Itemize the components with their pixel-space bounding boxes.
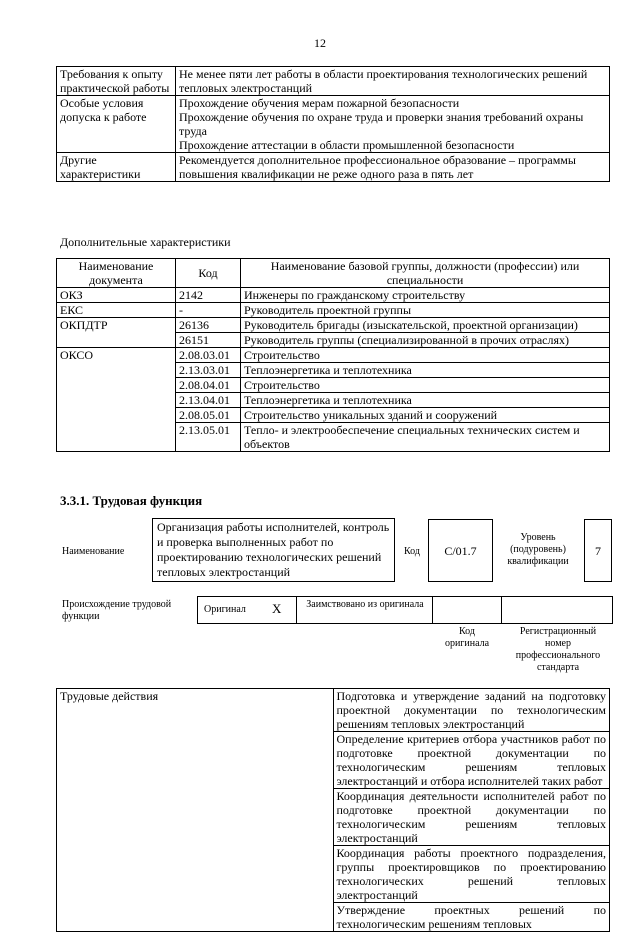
- cell-code: 2142: [176, 288, 241, 303]
- borrowed-label: Заимствовано из оригинала: [306, 599, 424, 610]
- header-code: Код: [176, 259, 241, 288]
- cell-name: Строительство: [241, 348, 610, 363]
- function-code-value: С/01.7: [428, 519, 493, 582]
- origin-label: Происхождение трудовой функции: [62, 599, 172, 622]
- cell-doc: ЕКС: [57, 303, 176, 318]
- cell-name: Руководитель группы (специализированной в прочих отраслях): [241, 333, 610, 348]
- table-row: [57, 318, 610, 333]
- action-item: Координация работы проектного подразделения, группы проектировщиков по проектированию технологических решений тепловых электростанций: [333, 846, 610, 903]
- header-name: Наименование базовой группы, должности (профессии) или специальности: [241, 259, 610, 288]
- row-value: [176, 153, 610, 182]
- cell-code: 2.08.04.01: [176, 378, 241, 393]
- table-row: [57, 303, 610, 318]
- cell-name: Теплоэнергетика и теплотехника: [241, 363, 610, 378]
- row-label: Особые условия допуска к работе: [57, 96, 176, 153]
- code-original-caption: Код оригинала: [444, 626, 490, 649]
- code-label: Код: [404, 546, 420, 557]
- cell-code: 26151: [176, 333, 241, 348]
- cell-code: -: [176, 303, 241, 318]
- row-value: [176, 67, 610, 96]
- requirements-table: [56, 66, 610, 182]
- action-item: Утверждение проектных решений по технологическим решениям тепловых: [333, 903, 610, 932]
- cell-code: 2.13.05.01: [176, 423, 241, 452]
- table-row: [57, 96, 610, 153]
- cell-doc: ОКСО: [57, 348, 176, 452]
- name-label: Наименование: [62, 546, 125, 557]
- cell-name: Строительство уникальных зданий и сооружений: [241, 408, 610, 423]
- table-row: [57, 689, 610, 732]
- cell-name: Руководитель бригады (изыскательской, проектной организации): [241, 318, 610, 333]
- divider: [197, 596, 198, 624]
- table-row: [57, 67, 610, 96]
- table-row: [57, 288, 610, 303]
- cell-name: Тепло- и электрообеспечение специальных технических систем и объектов: [241, 423, 610, 452]
- divider: [296, 596, 297, 624]
- divider: [612, 596, 613, 624]
- registration-caption: Регистрационный номер профессионального стандарта: [515, 626, 601, 673]
- cell-name: Инженеры по гражданскому строительству: [241, 288, 610, 303]
- function-name-value: Организация работы исполнителей, контроль и проверка выполненных работ по проектированию технологических решений тепловых электростанций: [152, 518, 395, 582]
- cell-code: 2.08.03.01: [176, 348, 241, 363]
- additional-heading: Дополнительные характеристики: [60, 235, 231, 249]
- additional-table: [56, 258, 610, 452]
- table-row: [57, 153, 610, 182]
- cell-name: Теплоэнергетика и теплотехника: [241, 393, 610, 408]
- actions-label: Трудовые действия: [57, 689, 334, 932]
- header-row: [57, 259, 610, 288]
- action-item: Определение критериев отбора участников работ по подготовке проектной документации по технологическим решениям тепловых электростанций и отбора исполнителей таких работ: [333, 732, 610, 789]
- action-item: Подготовка и утверждение заданий на подготовку проектной документации по технологическим решениям тепловых электростанций: [333, 689, 610, 732]
- cell-doc: ОКЗ: [57, 288, 176, 303]
- original-mark: X: [272, 601, 282, 616]
- row-label: Другие характеристики: [57, 153, 176, 182]
- cell-doc: ОКПДТР: [57, 318, 176, 348]
- page-number: 12: [314, 36, 326, 50]
- level-label: Уровень (подуровень) квалификации: [507, 532, 569, 567]
- divider: [501, 596, 502, 624]
- value-line: Прохождение аттестации в области промышленной безопасности: [179, 138, 515, 152]
- value-line: Рекомендуется дополнительное профессиональное образование – программы повышения квалификации не реже одного раза в пять лет: [179, 153, 576, 181]
- cell-name: Строительство: [241, 378, 610, 393]
- section-title: 3.3.1. Трудовая функция: [60, 493, 203, 508]
- cell-code: 2.08.05.01: [176, 408, 241, 423]
- value-line: Не менее пяти лет работы в области проектирования технологических решений тепловых электростанций: [179, 67, 588, 95]
- cell-code: 2.13.04.01: [176, 393, 241, 408]
- value-line: Прохождение обучения по охране труда и проверки знания требований охраны труда: [179, 110, 584, 138]
- header-doc: Наименование документа: [57, 259, 176, 288]
- cell-name: Руководитель проектной группы: [241, 303, 610, 318]
- value-line: Прохождение обучения мерам пожарной безопасности: [179, 96, 460, 110]
- action-item: Координация деятельности исполнителей работ по подготовке проектной документации по технологическим решениям тепловых электростанций: [333, 789, 610, 846]
- cell-code: 2.13.03.01: [176, 363, 241, 378]
- row-label: Требования к опыту практической работы: [57, 67, 176, 96]
- divider: [432, 596, 433, 624]
- level-value: 7: [584, 519, 612, 582]
- table-row: [57, 348, 610, 363]
- actions-table: [56, 688, 610, 932]
- cell-code: 26136: [176, 318, 241, 333]
- original-label: Оригинал: [204, 604, 246, 615]
- row-value: [176, 96, 610, 153]
